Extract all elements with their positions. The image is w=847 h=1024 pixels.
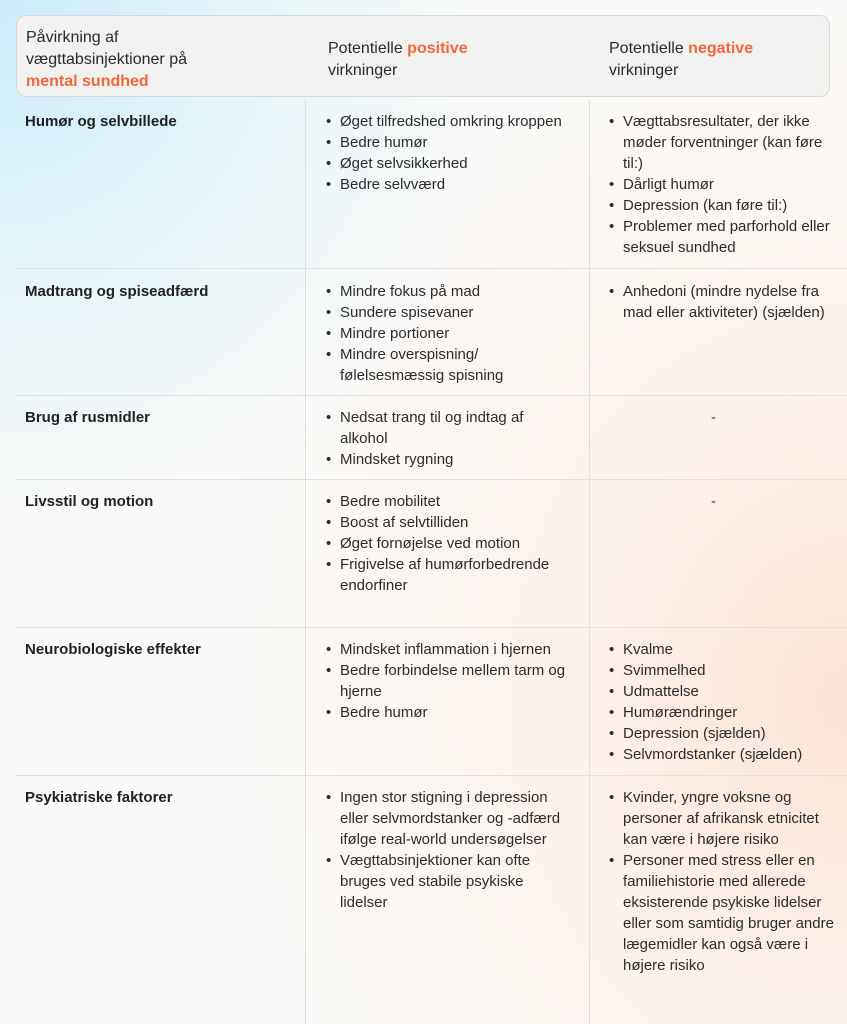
list-item: • Nedsat trang til og indtag af alkohol	[326, 407, 566, 449]
list-item: • Selvmordstanker (sjælden)	[609, 744, 839, 765]
negative-effects-list	[609, 639, 839, 765]
column-divider	[305, 100, 306, 1024]
no-negative-effects-dash: -	[711, 409, 716, 426]
list-item: • Problemer med parforhold eller seksuel sundhed	[609, 216, 839, 258]
row-label: Humør og selvbillede	[25, 113, 177, 130]
row-label: Brug af rusmidler	[25, 409, 151, 426]
negative-effects-list	[609, 281, 829, 323]
list-item: • Vægttabsresultater, der ikke møder forventninger (kan føre til:)	[609, 111, 839, 174]
negative-effects-list	[609, 787, 841, 976]
header-col3-suffix: virkninger	[609, 62, 679, 79]
row-label: Livsstil og motion	[25, 493, 154, 510]
row-divider	[15, 775, 847, 776]
row-divider	[15, 479, 847, 480]
list-item: • Depression (kan føre til:)	[609, 195, 839, 216]
header-col2-prefix: Potentielle	[328, 40, 408, 57]
list-item: • Udmattelse	[609, 681, 839, 702]
column-divider	[589, 100, 590, 1024]
header-col3-accent: negative	[688, 40, 754, 57]
row-label: Madtrang og spiseadfærd	[25, 283, 209, 300]
list-item: • Svimmelhed	[609, 660, 839, 681]
positive-effects-list	[326, 281, 566, 386]
negative-effects-list	[609, 111, 839, 258]
list-item: • Bedre humør	[326, 702, 566, 723]
list-item: • Bedre forbindelse mellem tarm og hjerne	[326, 660, 566, 702]
row-divider	[15, 395, 847, 396]
row-divider	[15, 627, 847, 628]
list-item: • Depression (sjælden)	[609, 723, 839, 744]
list-item: • Bedre mobilitet	[326, 491, 566, 512]
list-item: • Sundere spisevaner	[326, 302, 566, 323]
list-item: • Kvinder, yngre voksne og personer af afrikansk etnicitet kan være i højere risiko	[609, 787, 841, 850]
header-col1-line2: vægttabsinjektioner på	[26, 51, 187, 68]
header-col1-accent: mental sundhed	[26, 73, 149, 90]
list-item: • Dårligt humør	[609, 174, 839, 195]
list-item: • Anhedoni (mindre nydelse fra mad eller aktiviteter) (sjælden)	[609, 281, 829, 323]
list-item: • Humørændringer	[609, 702, 839, 723]
list-item: • Kvalme	[609, 639, 839, 660]
row-label: Psykiatriske faktorer	[25, 789, 173, 806]
list-item: • Ingen stor stigning i depression eller selvmordstanker og -adfærd ifølge real-world undersøgelser	[326, 787, 566, 850]
header-negative-column	[609, 38, 829, 82]
list-item: • Vægttabsinjektioner kan ofte bruges ved stabile psykiske lidelser	[326, 850, 566, 913]
row-divider	[15, 268, 847, 269]
positive-effects-list	[326, 787, 566, 913]
row-label: Neurobiologiske effekter	[25, 641, 201, 658]
header-impact-column	[26, 27, 276, 93]
table-header	[16, 15, 830, 97]
positive-effects-list	[326, 491, 566, 596]
header-positive-column	[328, 38, 578, 82]
positive-effects-list	[326, 407, 566, 470]
list-item: • Mindre overspisning/ følelsesmæssig spisning	[326, 344, 566, 386]
list-item: • Mindsket inflammation i hjernen	[326, 639, 566, 660]
list-item: • Øget tilfredshed omkring kroppen	[326, 111, 566, 132]
header-col3-prefix: Potentielle	[609, 40, 689, 57]
list-item: • Mindre portioner	[326, 323, 566, 344]
header-col2-suffix: virkninger	[328, 62, 398, 79]
list-item: • Øget selvsikkerhed	[326, 153, 566, 174]
list-item: • Mindre fokus på mad	[326, 281, 566, 302]
header-col1-line1: Påvirkning af	[26, 29, 119, 46]
list-item: • Frigivelse af humørforbedrende endorfiner	[326, 554, 566, 596]
header-col2-accent: positive	[407, 40, 468, 57]
no-negative-effects-dash: -	[711, 493, 716, 510]
list-item: • Boost af selvtilliden	[326, 512, 566, 533]
positive-effects-list	[326, 639, 566, 723]
positive-effects-list	[326, 111, 566, 195]
list-item: • Bedre selvværd	[326, 174, 566, 195]
list-item: • Øget fornøjelse ved motion	[326, 533, 566, 554]
list-item: • Bedre humør	[326, 132, 566, 153]
list-item: • Personer med stress eller en familiehistorie med allerede eksisterende psykiske lidelser eller som samtidig bruger andre lægemidler kan også være i højere risiko	[609, 850, 841, 976]
list-item: • Mindsket rygning	[326, 449, 566, 470]
